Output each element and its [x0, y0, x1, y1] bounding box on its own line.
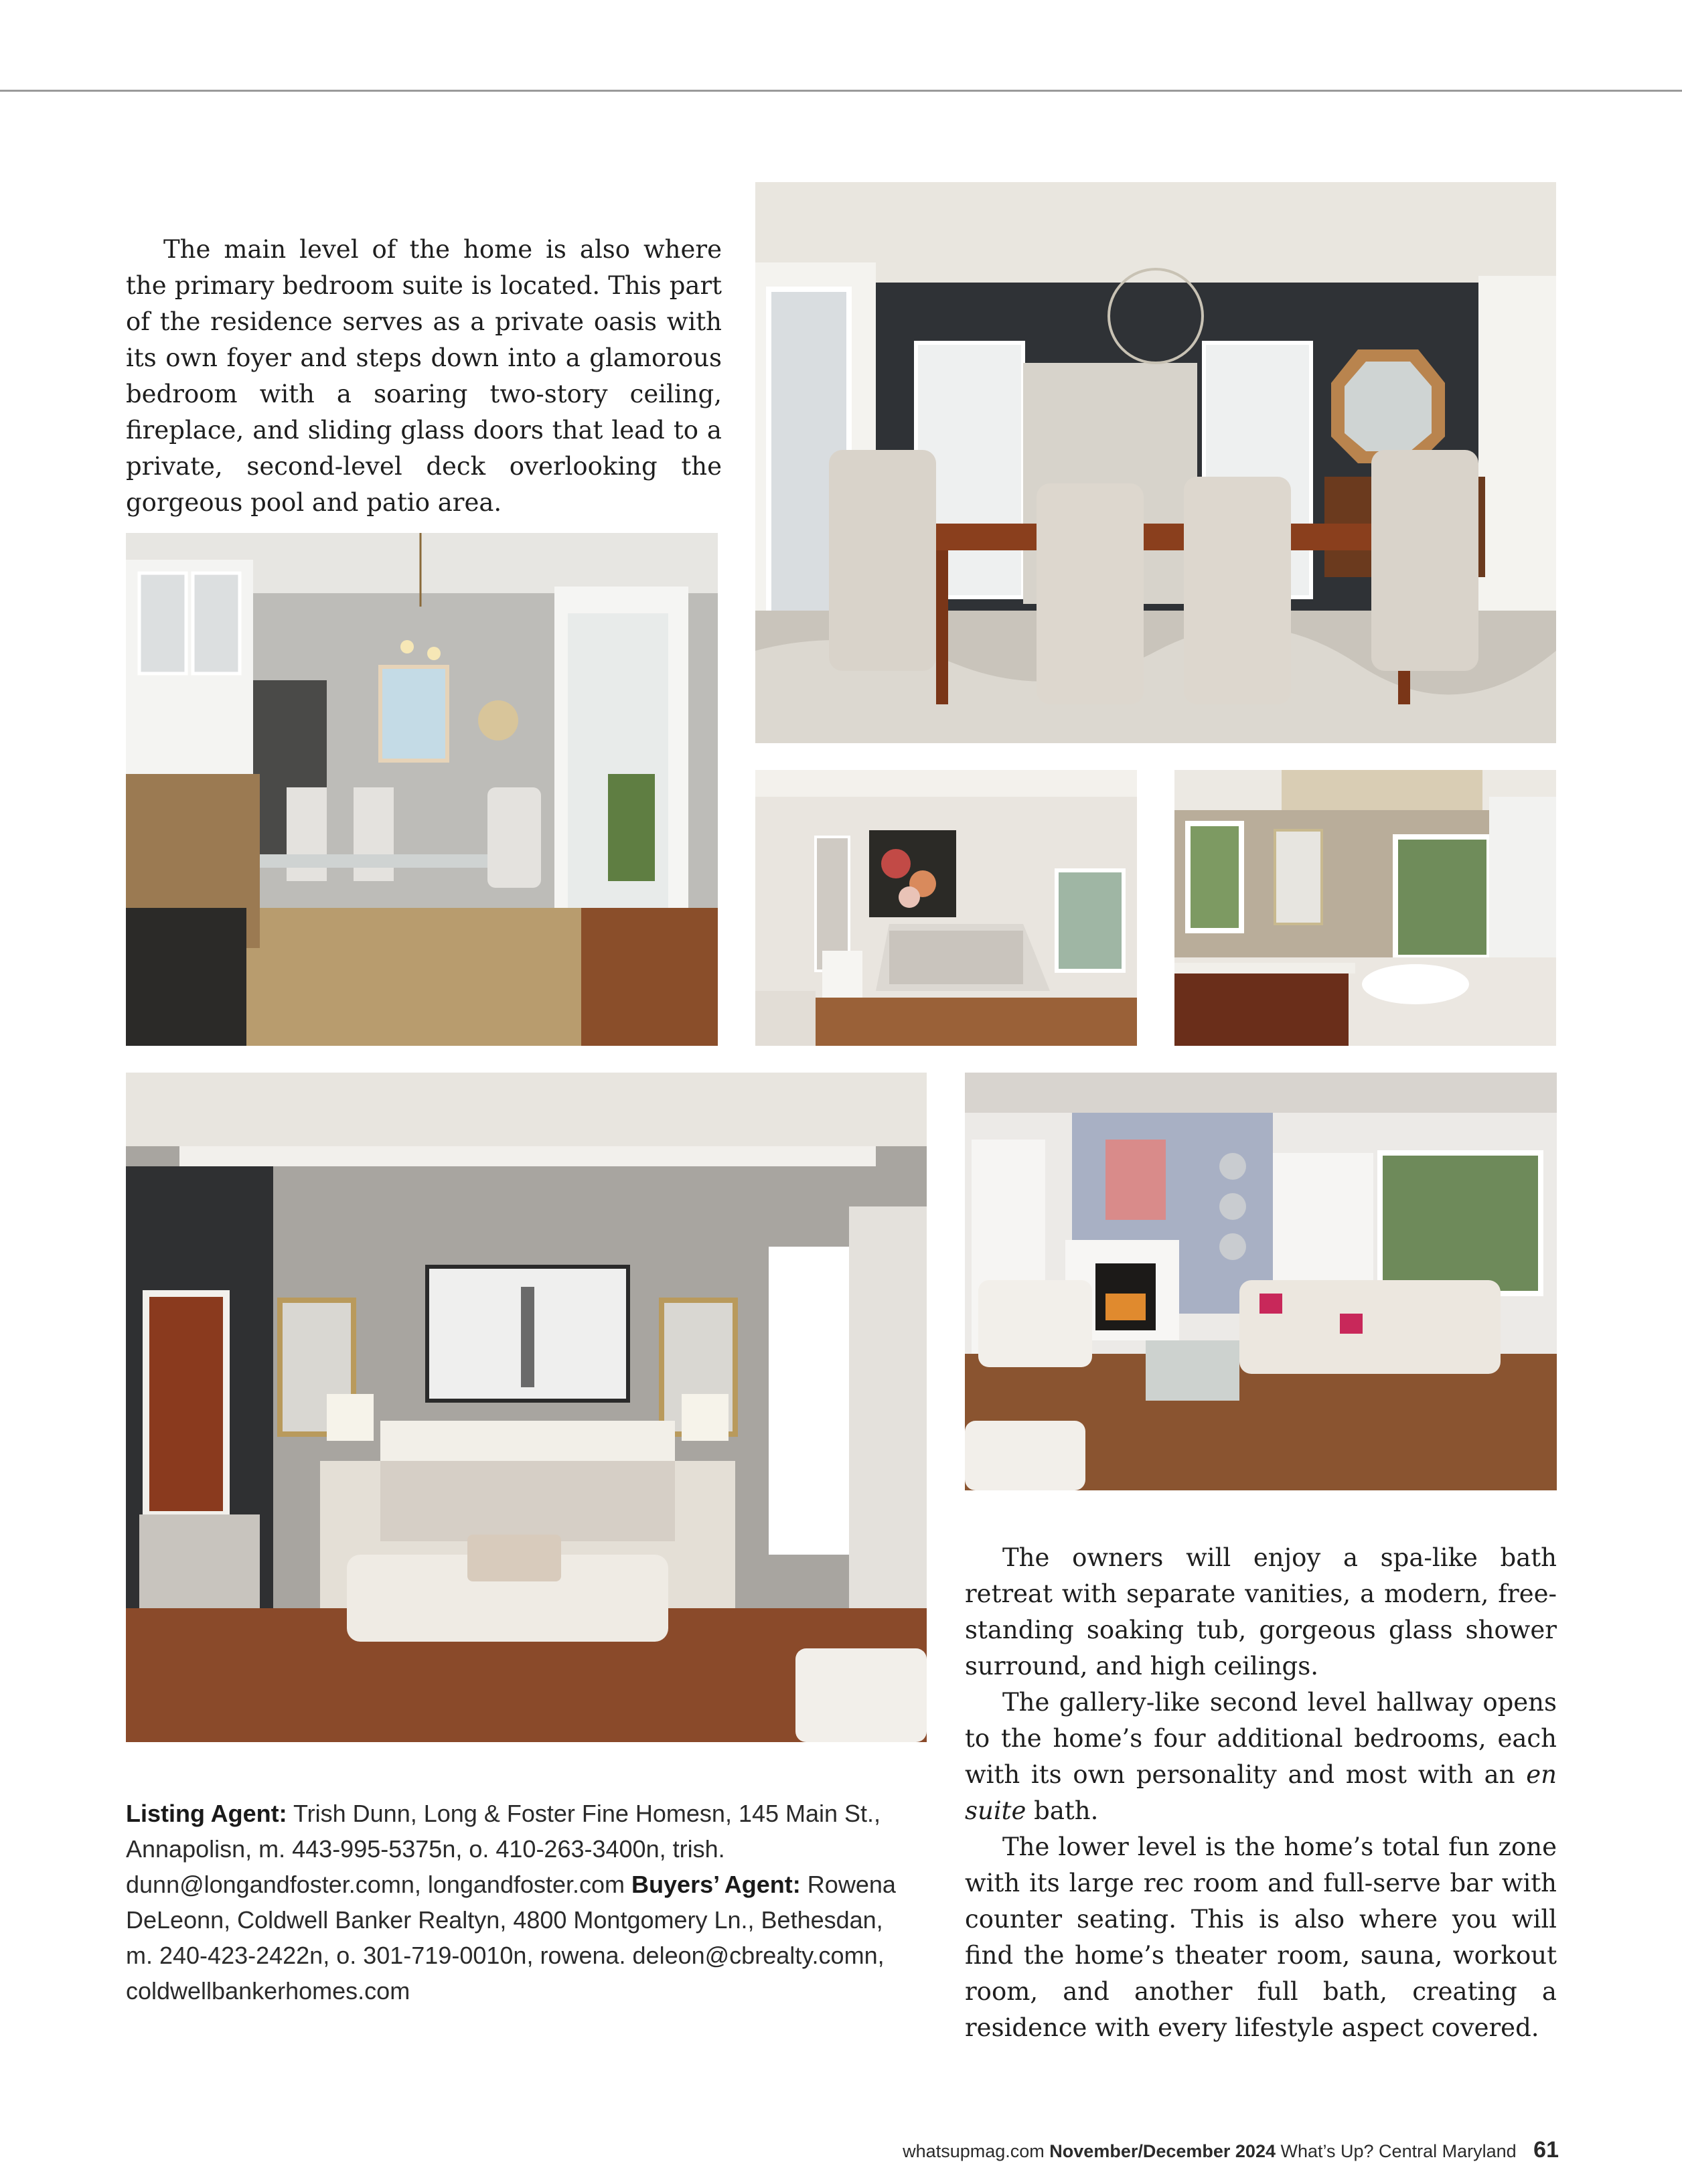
- header-rule: [0, 90, 1682, 92]
- buyers-agent-text: Rowena DeLeonn, Coldwell Banker Realtyn, 4800 Montgomery Ln., Bethesdan, m. 240-423-2422n, o. 301-719-0010n, rowena. deleon@cbrealty.comn, coldwellbankerhomes.com: [126, 1871, 896, 2005]
- bath-paragraph: The owners will enjoy a spa-like bath retreat with separate vanities, a modern, free-standing soaking tub, gorgeous glass shower surround, and high ceilings.: [965, 1543, 1557, 1681]
- footer-magazine: What’s Up? Central Maryland: [1280, 2141, 1517, 2161]
- sitting-room-photo: [965, 1073, 1557, 1490]
- listing-agent-label: Listing Agent:: [126, 1800, 287, 1827]
- page-number: 61: [1533, 2137, 1559, 2163]
- intro-paragraph: The main level of the home is also where the primary bedroom suite is located. This part of the residence serves as a private oasis with its own foyer and steps down into a glamorous bedroom with a soaring two-story ceiling, fireplace, and sliding glass doors that lead to a private, second-level deck overlooking the gorgeous pool and patio area.: [126, 235, 722, 517]
- right-column-text: [965, 1540, 1557, 2046]
- guest-bedroom-photo: [755, 770, 1137, 1046]
- footer-issue: November/December 2024: [1049, 2141, 1276, 2161]
- primary-bath-photo: [1174, 770, 1556, 1046]
- breakfast-nook-photo: [126, 533, 718, 1046]
- dining-room-photo: [755, 182, 1556, 743]
- hallway-paragraph: The gallery-like second level hallway opens to the home’s four additional bedrooms, each with its own personality and most with an en suite bath.: [965, 1688, 1557, 1825]
- footer-site: whatsupmag.com: [903, 2141, 1045, 2161]
- page-footer: [903, 2137, 1559, 2163]
- primary-bedroom-photo: [126, 1073, 927, 1742]
- listing-agent-text: Trish Dunn, Long & Foster Fine Homesn, 145 Main St., Annapolisn, m. 443-995-5375n, o. 410-263-3400n, trish. dunn@longandfoster.comn, longandfoster.com: [126, 1800, 881, 1898]
- agent-info: [126, 1796, 916, 2009]
- lower-level-paragraph: The lower level is the home’s total fun zone with its large rec room and full-serve bar with counter seating. This is also where you will find the home’s theater room, sauna, workout room, and another full bath, creating a residence with every lifestyle aspect covered.: [965, 1832, 1557, 2042]
- buyers-agent-label: Buyers’ Agent:: [631, 1871, 801, 1898]
